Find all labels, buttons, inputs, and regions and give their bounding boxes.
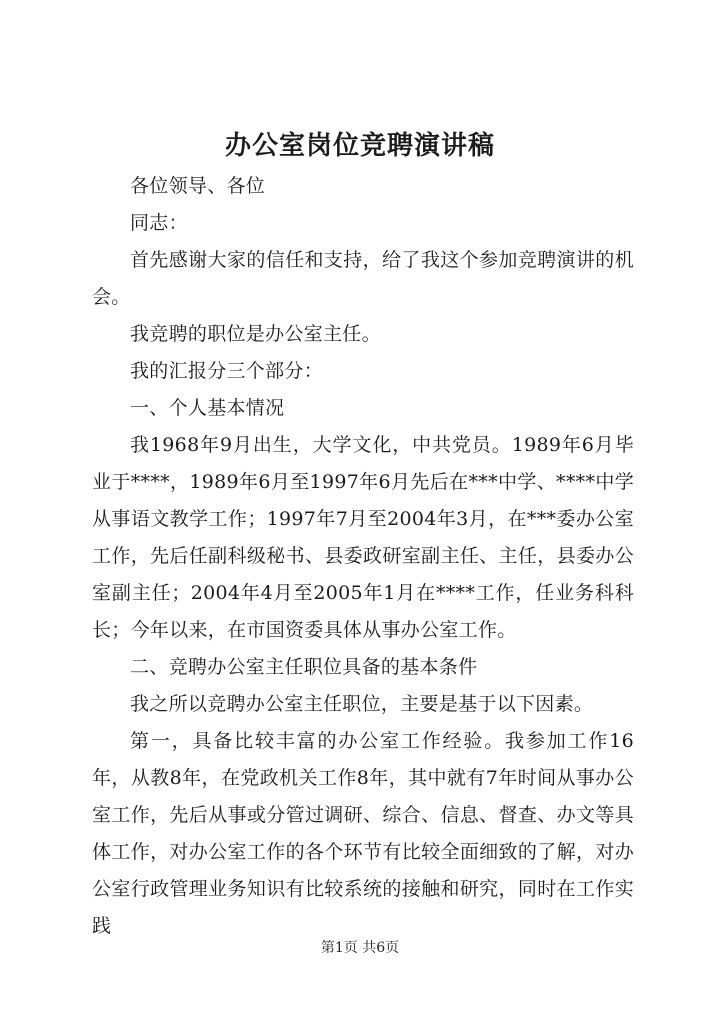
paragraph-first-reason: 第一，具备比较丰富的办公室工作经验。我参加工作16年，从教8年，在党政机关工作8年，其中就有7年时间从事办公室工作，先后从事或分管过调研、综合、信息、督查、办文等具体工作，对办公室工作的各个环节有比较全面细致的了解，对办公室行政管理业务知识有比较系统的接触和研究，同时在工作实践 (92, 730, 634, 937)
page-number-footer: 第1页 共6页 (320, 940, 400, 956)
paragraph-greeting-cont: 同志： (130, 212, 188, 234)
paragraph-background: 我1968年9月出生，大学文化，中共党员。1989年6月毕业于****，1989年6月至1997年6月先后在***中学、****中学从事语文教学工作；1997年7月至2004年3月，在***委办公室工作，先后任副科级秘书、县委政研室副主任、主任，县委办公室副主任；2004年4月至2005年1月在****工作，任业务科科长；今年以来，在市国资委具体从事办公室工作。 (92, 434, 634, 641)
document-title: 办公室岗位竞聘演讲稿 (224, 131, 495, 161)
paragraph-greeting: 各位领导、各位 (130, 175, 266, 197)
document-body (92, 168, 634, 945)
paragraph-outline: 我的汇报分三个部分： (130, 360, 324, 382)
section-heading-2: 二、竞聘办公室主任职位具备的基本条件 (130, 656, 478, 678)
paragraph-thanks: 首先感谢大家的信任和支持，给了我这个参加竞聘演讲的机会。 (92, 249, 634, 308)
section-heading-1: 一、个人基本情况 (130, 397, 285, 419)
paragraph-reasons-intro: 我之所以竞聘办公室主任职位，主要是基于以下因素。 (130, 693, 594, 715)
paragraph-position: 我竞聘的职位是办公室主任。 (130, 323, 381, 345)
